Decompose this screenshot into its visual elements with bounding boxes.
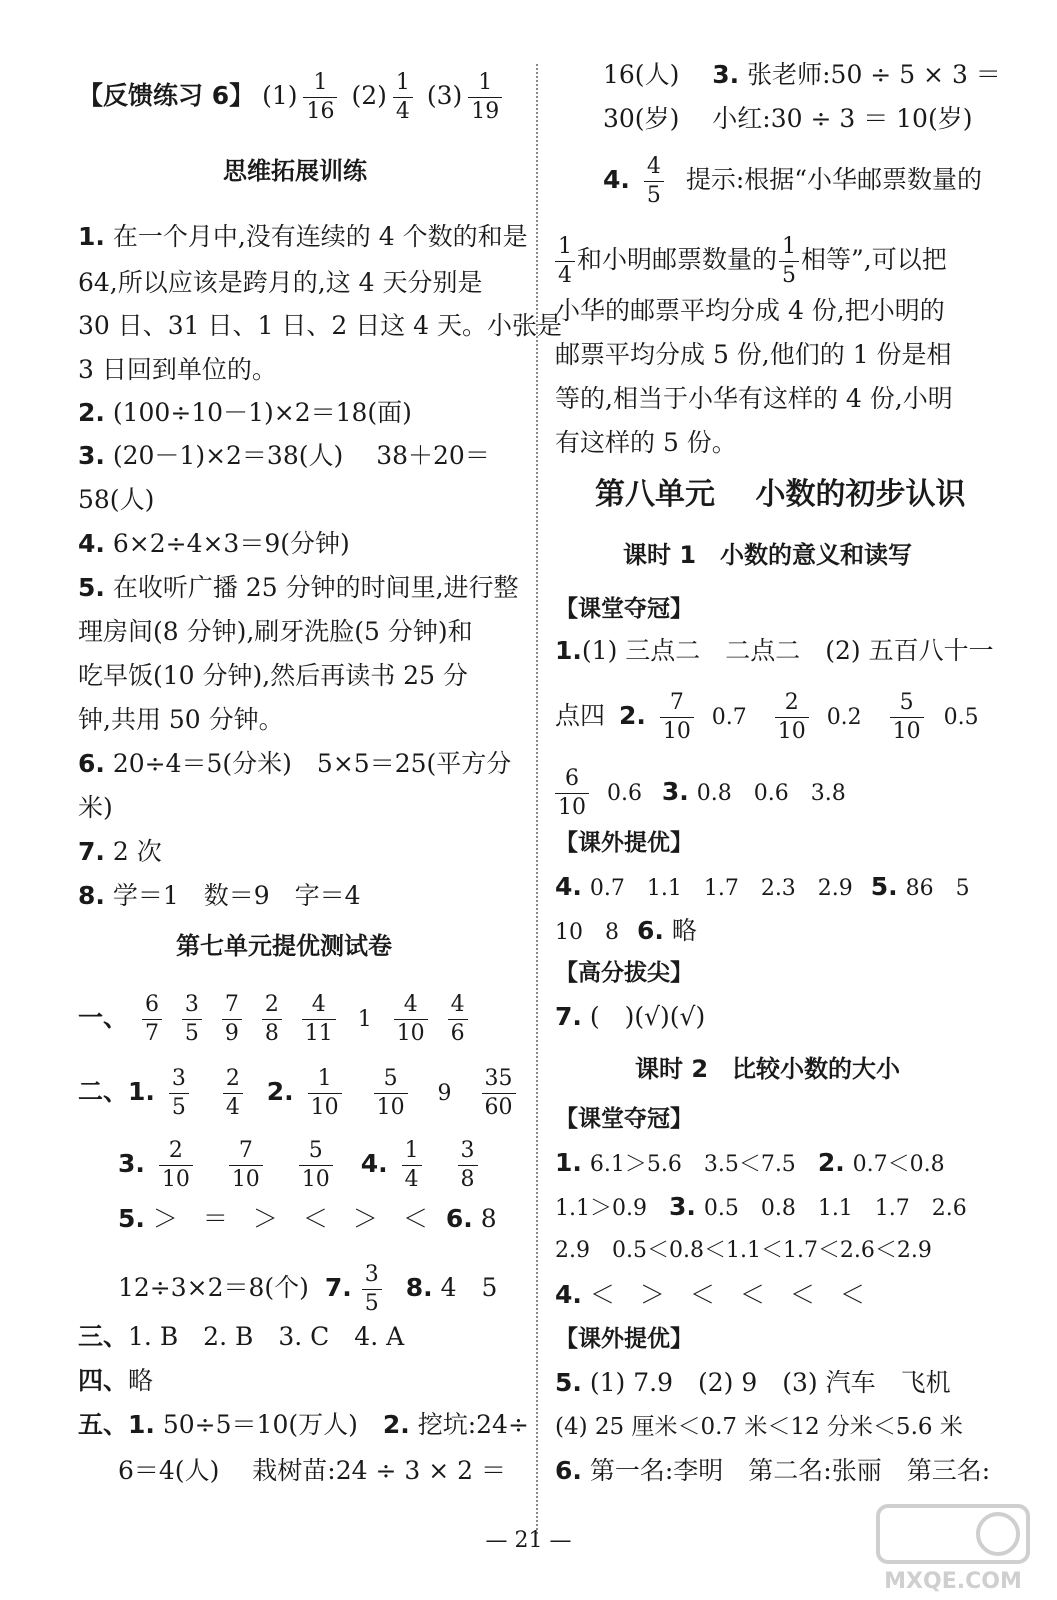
part-label: (1) (262, 81, 298, 110)
fraction: $\frac{1}{5}$ (779, 236, 799, 287)
tag-extra: 【课外提优】 (555, 1326, 693, 1352)
answer-4-hint: 4. $\frac{4}{5}$ 提示:根据“小华邮票数量的 (603, 154, 983, 208)
fraction: $\frac{5}{10}$ (890, 692, 924, 743)
part-label: (3) (426, 81, 463, 110)
section-4-answers: 四、略 (78, 1366, 154, 1395)
answer-4-hint-line: 邮票平均分成 5 份,他们的 1 份是相 (555, 340, 952, 369)
answer-8: 8. 学＝1 数＝9 字＝4 (78, 881, 361, 910)
answer-6-line: 米) (78, 793, 113, 822)
section-3-answers: 三、1. B 2. B 3. C 4. A (78, 1322, 405, 1351)
fraction: $\frac{1}{19}$ (468, 72, 502, 123)
fraction: $\frac{7}{9}$ (222, 994, 242, 1045)
fraction: $\frac{5}{10}$ (299, 1140, 333, 1191)
answer-3-line: 58(人) (78, 485, 155, 514)
lesson-2-answer-3-line: 2.9 0.5＜0.8＜1.1＜1.7＜2.6＜2.9 (555, 1238, 932, 1263)
answer-2: 2. (100÷10－1)×2＝18(面) (78, 398, 412, 427)
watermark-logo (868, 1500, 1038, 1596)
answer-4: 4. 6×2÷4×3＝9(分钟) (78, 529, 350, 558)
lesson-1-answer-7: 7. ( )(√)(√) (555, 1002, 706, 1031)
lesson-1-title: 课时 1 小数的意义和读写 (623, 541, 913, 569)
fraction: $\frac{1}{4}$ (555, 236, 575, 287)
answer-4-hint-line: 等的,相当于小华有这样的 4 份,小明 (555, 384, 953, 413)
fraction: $\frac{35}{60}$ (482, 1068, 516, 1119)
lesson-1-answer-2: 点四 2. $\frac{7}{10}$ 0.7 $\frac{2}{10}$ 0.2 $\frac{5}{10}$ 0.5 (555, 690, 979, 744)
lesson-2-answer-4: 4. ＜ ＞ ＜ ＜ ＜ ＜ (555, 1280, 865, 1309)
lesson-2-answer-6: 6. 第一名:李明 第二名:张丽 第三名: (555, 1456, 991, 1485)
lesson-2-answer-5: 5. (1) 7.9 (2) 9 (3) 汽车 飞机 (555, 1368, 951, 1397)
answer-5-line: 钟,共用 50 分钟。 (78, 705, 284, 734)
answer-4-hint-line: $\frac{1}{4}$ 和小明邮票数量的 $\frac{1}{5}$ 相等”,可以把 (555, 236, 947, 287)
answer-1: 1. 在一个月中,没有连续的 4 个数的和是 (78, 222, 528, 251)
fraction: $\frac{2}{10}$ (775, 692, 809, 743)
section-2-row-4: 12÷3×2＝8(个) 7. $\frac{3}{5}$ 8. 4 5 (118, 1262, 498, 1316)
fraction: $\frac{7}{10}$ (229, 1140, 263, 1191)
section-5-line: 6＝4(人) 栽树苗:24 ÷ 3 × 2 ＝ (118, 1456, 506, 1485)
lesson-2-answer-3: 1.1＞0.9 3. 0.5 0.8 1.1 1.7 2.6 (555, 1192, 967, 1221)
tag-extra: 【课外提优】 (555, 830, 693, 856)
continued-answer: 16(人) 3. 张老师:50 ÷ 5 × 3 ＝ (603, 60, 1001, 89)
answer-5-line: 理房间(8 分钟),刷牙洗脸(5 分钟)和 (78, 617, 473, 646)
fraction: $\frac{2}{10}$ (159, 1140, 193, 1191)
lesson-2-answer-5-line: (4) 25 厘米＜0.7 米＜12 分米＜5.6 米 (555, 1414, 963, 1440)
lesson-1-answer-5: 10 8 6. 略 (555, 916, 697, 945)
continued-answer-line: 30(岁) 小红:30 ÷ 3 ＝ 10(岁) (603, 104, 973, 133)
section-5-answers: 五、1. 50÷5＝10(万人) 2. 挖坑:24÷ (78, 1410, 529, 1439)
fraction: $\frac{1}{4}$ (402, 1140, 422, 1191)
section-2-row-2: 3. $\frac{2}{10}$ $\frac{7}{10}$ $\frac{5}{10}$ 4. $\frac{1}{4}$ $\frac{3}{8}$ (118, 1140, 484, 1191)
watermark-text: MXQE.COM (884, 1569, 1022, 1594)
lesson-2-title: 课时 2 比较小数的大小 (635, 1055, 901, 1083)
unit8-title: 第八单元 小数的初步认识 (595, 477, 966, 512)
part-label: (2) (351, 81, 387, 110)
fraction: $\frac{3}{5}$ (182, 994, 202, 1045)
fraction: $\frac{7}{10}$ (660, 692, 694, 743)
answer-1-line: 3 日回到单位的。 (78, 355, 277, 384)
fraction: $\frac{2}{4}$ (223, 1068, 243, 1119)
feedback-practice-6 (78, 72, 508, 123)
fraction: $\frac{6}{10}$ (555, 768, 589, 819)
answer-5-line: 吃早饭(10 分钟),然后再读书 25 分 (78, 661, 468, 690)
fraction: $\frac{4}{11}$ (302, 994, 336, 1045)
column-divider (536, 64, 538, 1534)
answer-5: 5. 在收听广播 25 分钟的时间里,进行整 (78, 573, 519, 602)
lesson-1-answer-1: 1.(1) 三点二 二点二 (2) 五百八十一 (555, 636, 994, 665)
fraction: $\frac{4}{6}$ (448, 994, 468, 1045)
answer-1-line: 64,所以应该是跨月的,这 4 天分别是 (78, 268, 483, 297)
fraction: $\frac{1}{16}$ (303, 72, 337, 123)
answer-4-hint-line: 有这样的 5 份。 (555, 428, 737, 457)
section-1-answers: 一、 $\frac{6}{7}$ $\frac{3}{5}$ $\frac{7}{9}$ $\frac{2}{8}$ $\frac{4}{11}$ 1 $\frac{4}{10}$ $\frac{4}{6}$ (78, 994, 474, 1045)
fraction: $\frac{4}{10}$ (394, 994, 428, 1045)
lesson-2-answer-1: 1. 6.1＞5.6 3.5＜7.5 2. 0.7＜0.8 (555, 1148, 945, 1177)
fraction: $\frac{1}{4}$ (393, 72, 413, 123)
answer-4-hint-line: 小华的邮票平均分成 4 份,把小明的 (555, 296, 945, 325)
answer-6: 6. 20÷4＝5(分米) 5×5＝25(平方分 (78, 749, 512, 778)
answer-7: 7. 2 次 (78, 837, 162, 866)
lesson-1-answer-3: $\frac{6}{10}$ 0.6 3. 0.8 0.6 3.8 (555, 768, 846, 819)
section-2-row-3: 5. ＞ ＝ ＞ ＜ ＞ ＜ 6. 8 (118, 1204, 497, 1233)
fraction: $\frac{3}{8}$ (458, 1140, 478, 1191)
fraction: $\frac{5}{10}$ (374, 1068, 408, 1119)
answer-3: 3. (20－1)×2＝38(人) 38＋20＝ (78, 441, 490, 470)
section-2-row-1: 二、1. $\frac{3}{5}$ $\frac{2}{4}$ 2. $\frac{1}{10}$ $\frac{5}{10}$ 9 $\frac{35}{60}$ (78, 1068, 522, 1119)
fraction: $\frac{1}{10}$ (308, 1068, 342, 1119)
tag-top-score: 【高分拔尖】 (555, 960, 693, 986)
fraction: $\frac{6}{7}$ (142, 994, 162, 1045)
feedback-label: 【反馈练习 6】 (78, 81, 255, 110)
fraction: $\frac{3}{5}$ (362, 1264, 382, 1315)
unit7-test-title: 第七单元提优测试卷 (176, 932, 392, 960)
section-title: 思维拓展训练 (223, 157, 367, 185)
page-number: — 21 — (485, 1528, 572, 1553)
fraction: $\frac{2}{8}$ (262, 994, 282, 1045)
tag-classroom: 【课堂夺冠】 (555, 1106, 693, 1132)
fraction: $\frac{4}{5}$ (644, 156, 664, 207)
tag-classroom: 【课堂夺冠】 (555, 596, 693, 622)
answer-1-line: 30 日、31 日、1 日、2 日这 4 天。小张是 (78, 311, 563, 340)
whole-number: 1 (357, 1007, 372, 1032)
fraction: $\frac{3}{5}$ (169, 1068, 189, 1119)
lesson-1-answer-4: 4. 0.7 1.1 1.7 2.3 2.9 5. 86 5 (555, 872, 970, 901)
